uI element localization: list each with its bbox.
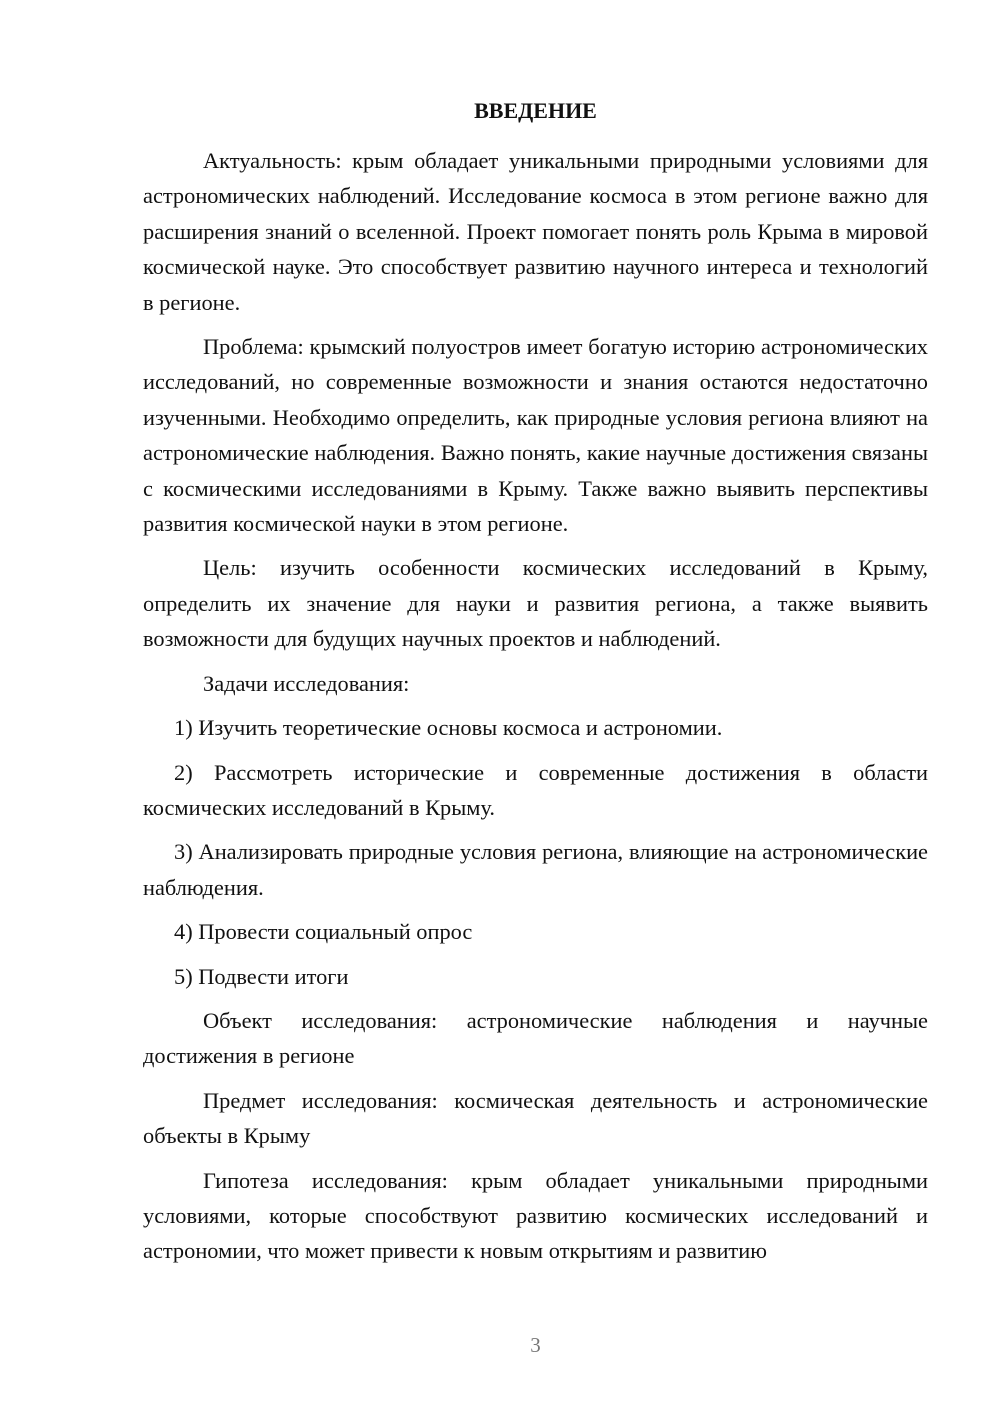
- page-number: 3: [530, 1333, 541, 1357]
- document-page: [143, 0, 928, 1414]
- task-item-2: 2) Рассмотреть исторические и современные достижения в области космических исследований в Крыму.: [143, 759, 928, 820]
- document-body: [143, 143, 928, 1278]
- paragraph-subject: Предмет исследования: космическая деятельность и астрономические объекты в Крыму: [143, 1087, 928, 1149]
- paragraph-relevance: Актуальность: крым обладает уникальными природными условиями для астрономических наблюдений. Исследование космоса в этом регионе важно для расширения знаний о вселенной. Проект помогает понять роль Крыма в мировой космической науке. Это способствует развитию научного интереса и технологий в регионе.: [143, 148, 928, 315]
- paragraph-goal: Цель: изучить особенности космических исследований в Крыму, определить их значение для науки и развития региона, а также выявить возможности для будущих научных проектов и наблюдений.: [143, 555, 928, 652]
- tasks-heading: Задачи исследования:: [203, 670, 410, 696]
- paragraph-hypothesis: Гипотеза исследования: крым обладает уникальными природными условиями, которые способствуют развитию космических исследований и астрономии, что может привести к новым открытиям и развитию: [143, 1167, 928, 1264]
- paragraph-problem: Проблема: крымский полуостров имеет богатую историю астрономических исследований, но современные возможности и знания остаются недостаточно изученными. Необходимо определить, как природные условия региона влияют на астрономические наблюдения. Важно понять, какие научные достижения связаны с космическими исследованиями в Крыму. Также важно выявить перспективы развития космической науки в этом регионе.: [143, 334, 928, 537]
- task-item-4: 4) Провести социальный опрос: [174, 919, 473, 945]
- task-item-3: 3) Анализировать природные условия региона, влияющие на астрономические наблюдения.: [143, 839, 928, 900]
- paragraph-object: Объект исследования: астрономические наблюдения и научные достижения в регионе: [143, 1007, 928, 1069]
- task-item-1: 1) Изучить теоретические основы космоса и астрономии.: [174, 715, 723, 741]
- task-item-5: 5) Подвести итоги: [174, 963, 349, 989]
- section-title: ВВЕДЕНИЕ: [474, 98, 597, 123]
